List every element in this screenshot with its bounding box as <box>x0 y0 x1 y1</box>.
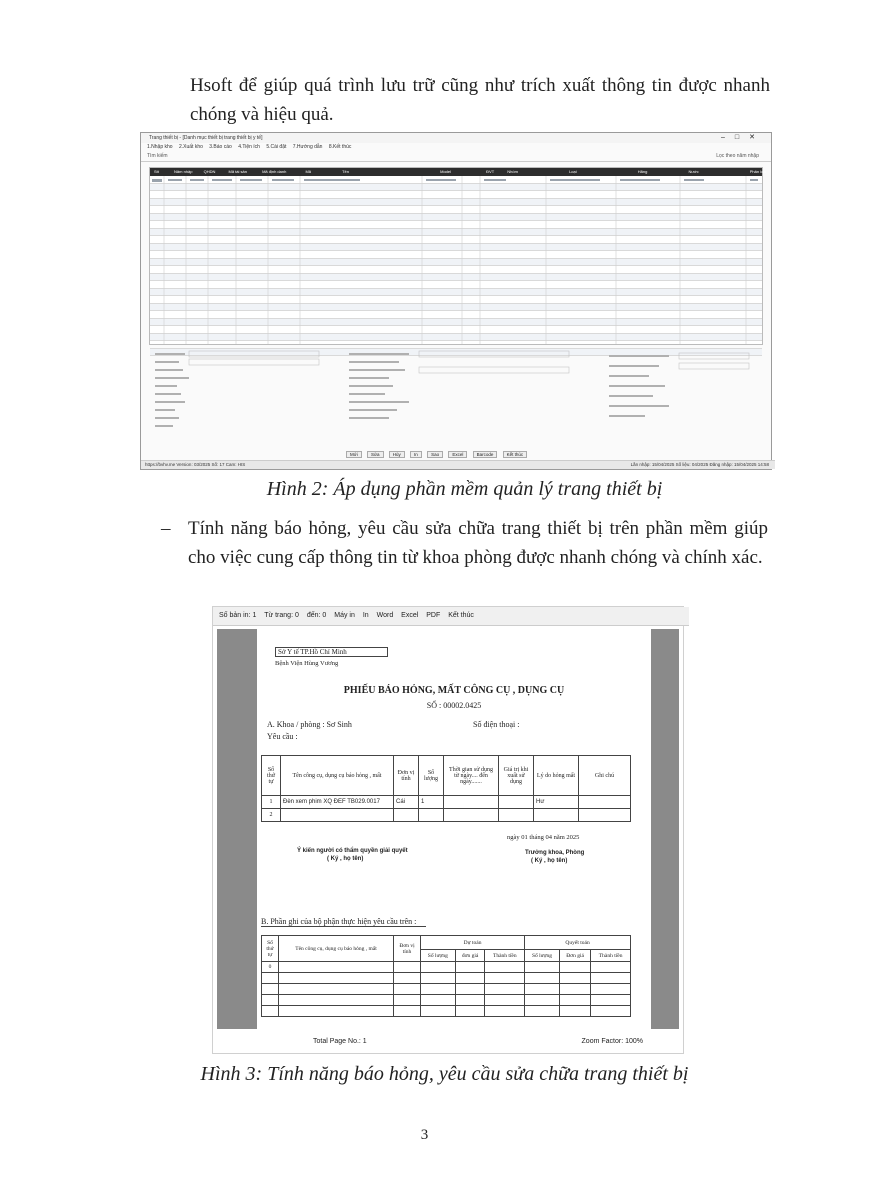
filter-bar <box>141 152 771 162</box>
row-value <box>499 796 534 809</box>
hospital-name: Bệnh Viện Hùng Vương <box>275 660 339 667</box>
status-right: Lần nhập: 15/04/2025 Số liệu: 04/2025 Đăng nhập: 15/04/2025 14:58 <box>630 462 769 467</box>
menu-item[interactable]: 4.Tiện ích <box>238 144 260 150</box>
b-total2-header: Thành tiền <box>591 950 631 962</box>
b-row-cell <box>591 962 631 973</box>
pdf-button[interactable]: PDF <box>426 612 441 619</box>
word-button[interactable]: Word <box>376 612 394 619</box>
col-header: Hãng <box>637 169 648 174</box>
b-col-stt-header: Số thứ tự <box>262 936 279 962</box>
menu-item[interactable]: 1.Nhập kho <box>147 144 173 150</box>
col-qty-header: Số lượng <box>419 756 444 796</box>
col-note-header: Ghi chú <box>579 756 631 796</box>
printer-button[interactable]: Máy in <box>334 612 355 619</box>
b-row-cell <box>421 962 456 973</box>
menu-item[interactable]: 2.Xuất kho <box>178 144 203 150</box>
b-row-cell <box>262 995 279 1006</box>
col-name-header: Tên công cụ, dụng cụ báo hỏng , mất <box>281 756 394 796</box>
delete-button[interactable]: Hủy <box>389 451 405 458</box>
print-button[interactable]: In <box>362 612 369 619</box>
b-price-header: đơn giá <box>455 950 485 962</box>
request-line: Yêu cầu : <box>267 732 298 741</box>
col-header: Loại <box>569 169 577 174</box>
b-row-stt: 0 <box>262 962 279 973</box>
grid-lines <box>150 168 762 344</box>
head-label: Trưởng khoa, Phòng <box>525 850 585 856</box>
col-header: Năm nhập <box>174 169 193 174</box>
b-row-cell <box>525 962 560 973</box>
col-header: Mã định danh <box>262 169 287 174</box>
bullet-dash: – <box>161 518 171 539</box>
approver-label: Ý kiến người có thẩm quyền giải quyết <box>297 848 408 854</box>
row-time <box>444 796 499 809</box>
row-unit: Cái <box>394 796 419 809</box>
report-date: ngày 01 tháng 04 năm 2025 <box>507 834 580 841</box>
report-viewer <box>212 606 684 1054</box>
figure2-caption: Hình 2: Áp dụng phần mềm quản lý trang thiết bị <box>266 478 663 500</box>
intro-paragraph: Hsoft để giúp quá trình lưu trữ cũng như trích xuất thông tin được nhanh chóng và hiệu quả. <box>190 75 770 125</box>
b-row-cell <box>591 973 631 984</box>
new-button[interactable]: Mới <box>346 451 362 458</box>
b-row-cell <box>525 984 560 995</box>
row-reason <box>534 809 579 822</box>
menu-item[interactable]: 5.Cài đặt <box>266 144 287 150</box>
col-header: ĐVT <box>486 169 495 174</box>
row-qty <box>419 809 444 822</box>
row-time <box>444 809 499 822</box>
to-page-field[interactable]: đến: 0 <box>306 612 327 619</box>
b-row-cell <box>559 973 590 984</box>
col-header: Model <box>440 169 452 174</box>
col-header: Nước <box>688 169 699 174</box>
b-row-cell <box>394 995 421 1006</box>
viewer-right-margin <box>651 629 679 1029</box>
b-row-cell <box>455 1006 485 1017</box>
damage-report-table <box>261 755 631 822</box>
b-total-header: Thành tiền <box>485 950 525 962</box>
equipment-grid[interactable] <box>149 167 767 345</box>
b-row-cell <box>421 1006 456 1017</box>
row-item-name: Đèn xem phim XQ ĐEF TB029.0017 <box>281 796 394 809</box>
b-row-cell <box>591 984 631 995</box>
b-row-cell <box>591 1006 631 1017</box>
b-row-cell <box>279 1006 394 1017</box>
menu-bar <box>141 143 771 152</box>
b-row-cell <box>559 1006 590 1017</box>
col-time-header: Thời gian sử dụng từ ngày.... đến ngày....... <box>444 756 499 796</box>
from-page-field[interactable]: Từ trang: 0 <box>264 612 299 619</box>
edit-button[interactable]: Sửa <box>367 451 384 458</box>
row-note <box>579 796 631 809</box>
b-row-cell <box>394 962 421 973</box>
repair-table <box>261 935 631 1017</box>
filter-label: Tìm kiếm <box>147 153 168 159</box>
b-price2-header: Đơn giá <box>559 950 590 962</box>
window-title: Trang thiết bị - [Danh mục thiết bị trang thiết bị y tế] <box>141 133 771 143</box>
detail-form <box>149 345 761 455</box>
department-line: A. Khoa / phòng : Sơ Sinh <box>267 720 352 729</box>
b-row-cell <box>559 984 590 995</box>
figure3-caption: Hình 3: Tính năng báo hỏng, yêu cầu sửa chữa trang thiết bị <box>200 1063 689 1085</box>
total-pages: Total Page No.: 1 <box>313 1038 367 1045</box>
menu-item[interactable]: 7.Hướng dẫn <box>292 144 323 150</box>
col-reason-header: Lý do hỏng mất <box>534 756 579 796</box>
barcode-button[interactable]: Barcode <box>473 451 498 458</box>
col-header: QHDN <box>203 169 216 174</box>
org-name: Sở Y tế TP.Hồ Chí Minh <box>275 647 388 657</box>
b-row-cell <box>455 984 485 995</box>
b-settlement-header: Quyết toán <box>525 936 631 950</box>
b-row-cell <box>262 1006 279 1017</box>
col-header: Tên <box>342 169 349 174</box>
body-paragraph <box>161 514 768 572</box>
col-value-header: Giá trị khi xuất sử dụng <box>499 756 534 796</box>
paragraph-text: Tính năng báo hỏng, yêu cầu sửa chữa trang thiết bị trên phần mềm giúp cho việc cung cấp thông tin từ khoa phòng được nhanh chóng và chính xác. <box>188 518 768 568</box>
b-row-cell <box>394 1006 421 1017</box>
row-note <box>579 809 631 822</box>
report-number: SỐ : 00002.0425 <box>426 701 482 710</box>
row-stt: 2 <box>262 809 281 822</box>
report-page <box>257 629 651 1029</box>
b-row-cell <box>485 995 525 1006</box>
phone-line: Số điện thoại : <box>473 720 520 729</box>
page-number: 3 <box>420 1127 429 1143</box>
col-header: Stt <box>154 169 159 174</box>
b-row-cell <box>559 995 590 1006</box>
b-row-cell <box>394 973 421 984</box>
col-header: Mã <box>305 169 312 174</box>
b-row-cell <box>421 984 456 995</box>
b-row-cell <box>485 973 525 984</box>
b-row-cell <box>485 984 525 995</box>
head-sign-note: ( Ký , họ tên) <box>531 858 568 864</box>
b-row-cell <box>262 973 279 984</box>
b-row-cell <box>525 995 560 1006</box>
action-buttons <box>346 451 646 459</box>
b-row-cell <box>591 995 631 1006</box>
window-controls: –□✕ <box>721 134 765 141</box>
menu-item[interactable]: 3.Báo cáo <box>209 144 232 150</box>
b-qty-header: Số lượng <box>421 950 456 962</box>
excel-button[interactable]: Excel <box>448 451 467 458</box>
row-reason: Hư <box>534 796 579 809</box>
col-stt-header: Số thứ tự <box>262 756 281 796</box>
b-row-cell <box>279 973 394 984</box>
b-row-cell <box>279 962 394 973</box>
b-row-cell <box>421 973 456 984</box>
excel-button[interactable]: Excel <box>401 612 419 619</box>
form-fields <box>149 345 761 445</box>
b-row-cell <box>279 984 394 995</box>
b-row-cell <box>559 962 590 973</box>
status-bar <box>141 460 775 469</box>
viewer-footer <box>213 1031 683 1053</box>
b-row-cell <box>485 1006 525 1017</box>
b-row-cell <box>394 984 421 995</box>
row-item-name <box>281 809 394 822</box>
exit-button[interactable]: Kết thúc <box>503 451 528 458</box>
status-left: https://bvhv.me Version: 03/2025 Số: 17 Cam: HIS <box>145 462 246 467</box>
b-row-cell <box>455 995 485 1006</box>
b-row-cell <box>525 1006 560 1017</box>
section-b-title: B. Phần ghi của bộ phận thực hiện yêu cầu trên : <box>261 917 426 927</box>
b-qty2-header: Số lượng <box>525 950 560 962</box>
row-value <box>499 809 534 822</box>
b-row-cell <box>455 973 485 984</box>
zoom-factor: Zoom Factor: 100% <box>581 1038 643 1045</box>
b-row-cell <box>525 973 560 984</box>
row-qty: 1 <box>419 796 444 809</box>
b-row-cell <box>455 962 485 973</box>
year-filter-checkbox[interactable]: Lọc theo năm nhập <box>716 153 759 159</box>
software-screenshot <box>140 132 772 470</box>
b-estimate-header: Dự toán <box>421 936 525 950</box>
col-header: Mã tài sản <box>228 169 247 174</box>
copies-field[interactable]: Số bản in: 1 <box>219 612 257 619</box>
col-unit-header: Đơn vị tính <box>394 756 419 796</box>
b-row-cell <box>421 995 456 1006</box>
b-col-unit-header: Đơn vị tính <box>394 936 421 962</box>
b-col-name-header: Tên công cụ, dụng cụ báo hỏng , mất <box>279 936 394 962</box>
report-title: PHIẾU BÁO HỎNG, MẤT CÔNG CỤ , DỤNG CỤ <box>343 685 565 696</box>
exit-button[interactable]: Kết thúc <box>448 612 474 619</box>
b-row-cell <box>485 962 525 973</box>
col-header: Nhóm <box>507 169 518 174</box>
menu-item[interactable]: 8.Kết thúc <box>328 144 352 150</box>
copy-button[interactable]: Sao <box>427 451 443 458</box>
row-unit <box>394 809 419 822</box>
row-stt: 1 <box>262 796 281 809</box>
viewer-left-margin <box>217 629 257 1029</box>
approver-sign-note: ( Ký , họ tên) <box>327 856 364 862</box>
b-row-cell <box>262 984 279 995</box>
print-button[interactable]: In <box>410 451 422 458</box>
viewer-toolbar <box>213 607 689 626</box>
col-header: Phân loại <box>749 169 767 174</box>
b-row-cell <box>279 995 394 1006</box>
